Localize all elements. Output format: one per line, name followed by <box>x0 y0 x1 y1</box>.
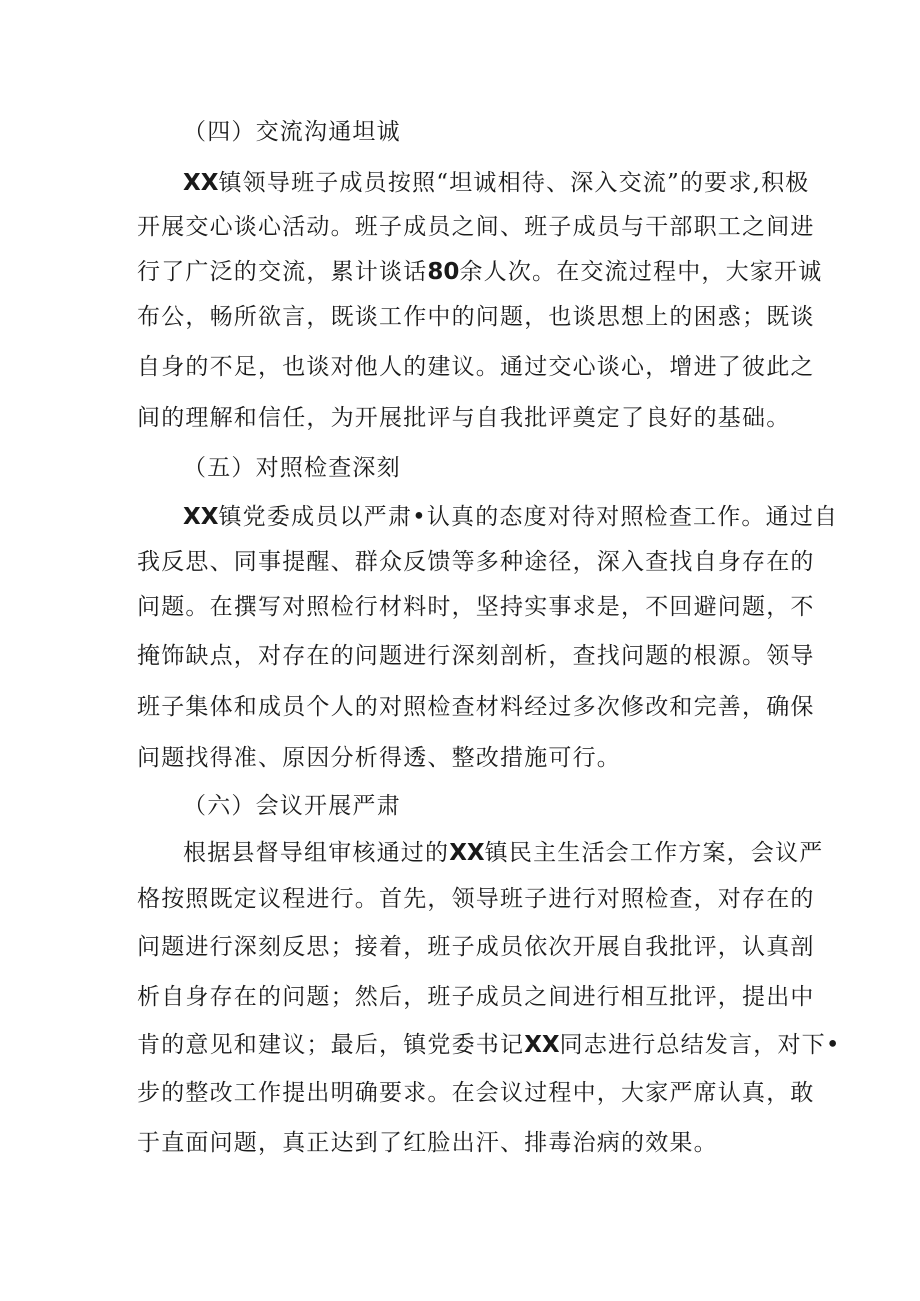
paragraph-line: 布公，畅所欲言，既谈工作中的问题，也谈思想上的困惑；既谈 <box>137 304 815 330</box>
paragraph-line: 自身的不足，也谈对他人的建议。通过交心谈心，增进了彼此之 <box>137 354 815 380</box>
count-80: 80 <box>427 259 460 285</box>
paragraph-line: 格按照既定议程进行。首先，领导班子进行对照检查，对存在的 <box>137 886 815 912</box>
paragraph-line: 问题。在撰写对照检行材料时，坚持实事求是，不回避问题，不 <box>137 594 815 620</box>
placeholder-xx: XX <box>183 170 219 196</box>
paragraph-line: 我反思、同事提醒、群众反馈等多种途径，深入查找自身存在的 <box>137 549 815 575</box>
paragraph-line: 问题进行深刻反思；接着，班子成员依次开展自我批评，认真剖 <box>137 934 815 960</box>
paragraph-line: 析自身存在的问题；然后，班子成员之间进行相互批评，提出中 <box>137 984 815 1010</box>
paragraph-line: 问题找得准、原因分析得透、整改措施可行。 <box>137 745 621 771</box>
placeholder-xx: XX <box>524 1032 560 1058</box>
paragraph-line: 肯的意见和建议；最后，镇党委书记XX同志进行总结发言，对下• <box>137 1032 841 1058</box>
placeholder-xx: XX <box>183 504 219 530</box>
paragraph-line: 开展交心谈心活动。班子成员之间、班子成员与干部职工之间进 <box>137 214 815 240</box>
paragraph-line: 间的理解和信任，为开展批评与自我批评奠定了良好的基础。 <box>137 405 791 431</box>
section-heading-4: （四）交流沟通坦诚 <box>183 119 401 145</box>
paragraph-line: 掩饰缺点，对存在的问题进行深刻剖析，查找问题的根源。领导 <box>137 643 815 669</box>
paragraph-line: 于直面问题，真正达到了红脸出汗、排毒治病的效果。 <box>137 1130 718 1156</box>
section-heading-6: （六）会议开展严肃 <box>183 793 401 819</box>
paragraph-line: XX镇党委成员以严肃•认真的态度对待对照检查工作。通过自 <box>183 504 839 530</box>
paragraph-line: 根据县督导组审核通过的XX镇民主生活会工作方案，会议严 <box>183 840 824 866</box>
paragraph-line: 班子集体和成员个人的对照检查材料经过多次修改和完善，确保 <box>137 694 815 720</box>
placeholder-xx: XX <box>449 840 485 866</box>
paragraph-line: 行了广泛的交流，累计谈话80余人次。在交流过程中，大家开诚 <box>137 259 823 285</box>
section-heading-5: （五）对照检查深刻 <box>183 455 401 481</box>
paragraph-line: XX镇领导班子成员按照“坦诚相待、深入交流”的要求,积极 <box>183 170 810 196</box>
paragraph-line: 步的整改工作提出明确要求。在会议过程中，大家严席认真，敢 <box>137 1080 815 1106</box>
